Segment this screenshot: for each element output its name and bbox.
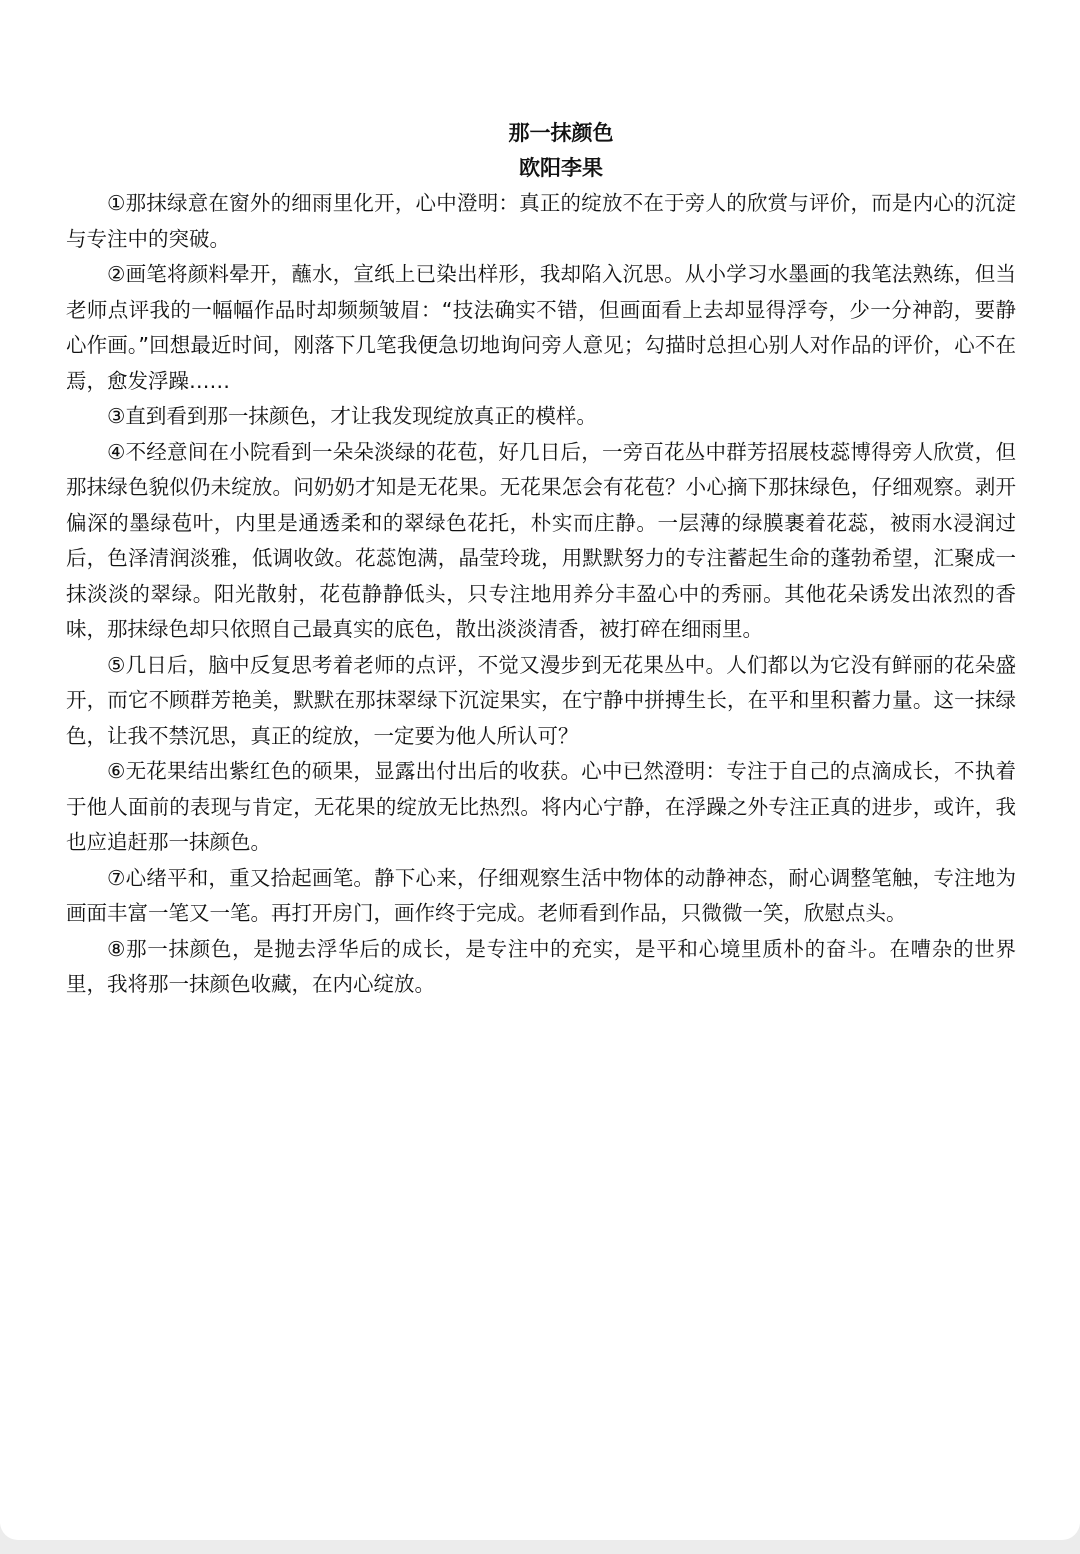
paragraph-8: ⑧那一抹颜色，是抛去浮华后的成长，是专注中的充实，是平和心境里质朴的奋斗。在嘈杂的世界里，我将那一抹颜色收藏，在内心绽放。 xyxy=(66,936,1016,996)
paragraph-5: ⑤几日后，脑中反复思考着老师的点评，不觉又漫步到无花果丛中。人们都以为它没有鲜丽的花朵盛开，而它不顾群芳艳美，默默在那抹翠绿下沉淀果实，在宁静中拼搏生长，在平和里积蓄力量。这一抹绿色，让我不禁沉思，真正的绽放，一定要为他人所认可？ xyxy=(66,652,1016,748)
essay-author: 欧阳李果 xyxy=(519,156,603,180)
essay-body xyxy=(66,116,1016,1003)
essay-title: 那一抹颜色 xyxy=(508,121,614,145)
paragraph-4: ④不经意间在小院看到一朵朵淡绿的花苞，好几日后，一旁百花丛中群芳招展枝蕊博得旁人欣赏，但那抹绿色貌似仍未绽放。问奶奶才知是无花果。无花果怎会有花苞？小心摘下那抹绿色，仔细观察。剥开偏深的墨绿苞叶，内里是通透柔和的翠绿色花托，朴实而庄静。一层薄的绿膜裹着花蕊，被雨水浸润过后，色泽清润淡雅，低调收敛。花蕊饱满，晶莹玲珑，用默默努力的专注蓄起生命的蓬勃希望，汇聚成一抹淡淡的翠绿。阳光散射，花苞静静低头，只专注地用养分丰盈心中的秀丽。其他花朵诱发出浓烈的香味，那抹绿色却只依照自己最真实的底色，散出淡淡清香，被打碎在细雨里。 xyxy=(66,439,1016,641)
paragraph-3: ③直到看到那一抹颜色，才让我发现绽放真正的模样。 xyxy=(107,404,597,428)
paragraph-6: ⑥无花果结出紫红色的硕果，显露出付出后的收获。心中已然澄明：专注于自己的点滴成长，不执着于他人面前的表现与肯定，无花果的绽放无比热烈。将内心宁静，在浮躁之外专注正真的进步，或许，我也应追赶那一抹颜色。 xyxy=(66,759,1016,854)
paragraph-7: ⑦心绪平和，重又拾起画笔。静下心来，仔细观察生活中物体的动静神态，耐心调整笔触，专注地为画面丰富一笔又一笔。再打开房门，画作终于完成。老师看到作品，只微微一笑，欣慰点头。 xyxy=(66,865,1016,925)
paragraph-1: ①那抹绿意在窗外的细雨里化开，心中澄明：真正的绽放不在于旁人的欣赏与评价，而是内心的沉淀与专注中的突破。 xyxy=(66,191,1016,251)
paragraph-2: ②画笔将颜料晕开，蘸水，宣纸上已染出样形，我却陷入沉思。从小学习水墨画的我笔法熟练，但当老师点评我的一幅幅作品时却频频皱眉：“技法确实不错，但画面看上去却显得浮夸，少一分神韵，要静心作画。”回想最近时间，刚落下几笔我便急切地询问旁人意见；勾描时总担心别人对作品的评价，心不在焉，愈发浮躁…… xyxy=(66,262,1016,393)
